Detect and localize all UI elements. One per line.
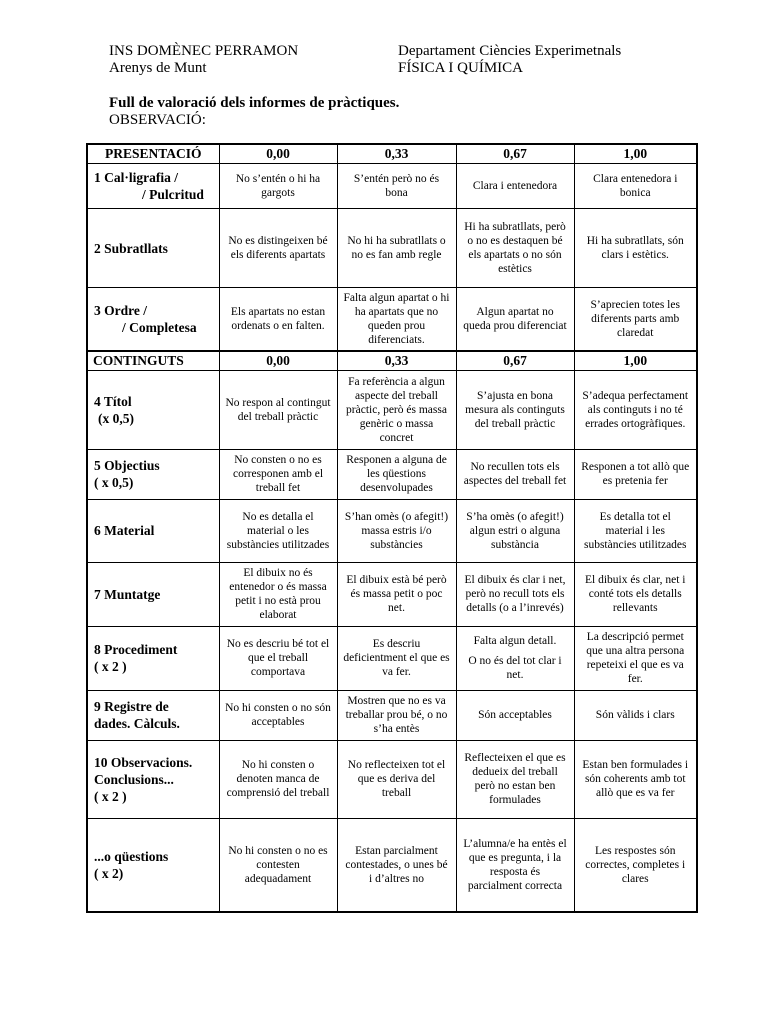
rubric-cell: Estan ben formulades i són coherents amb tot allò que es va fer: [574, 740, 697, 818]
rubric-cell: No es detalla el material o les substàncies utilitzades: [219, 499, 337, 562]
rubric-cell: S’ha omès (o afegit!) algun estri o alguna substància: [456, 499, 574, 562]
rubric-cell: Hi ha subratllats, són clars i estètics.: [574, 209, 697, 288]
rubric-cell: L’alumna/e ha entès el que es pregunta, i la resposta és parcialment correcta: [456, 818, 574, 912]
criterion-label: 5 Objectius ( x 0,5): [87, 449, 219, 499]
header-department-block: [398, 43, 621, 77]
score-header: 1,00: [574, 144, 697, 164]
criterion-label: 1 Cal·ligrafia / / Pulcritud: [87, 164, 219, 209]
rubric-cell: No s’entén o hi ha gargots: [219, 164, 337, 209]
rubric-cell: Reflecteixen el que es dedueix del treball però no estan ben formulades: [456, 740, 574, 818]
criterion-label: 8 Procediment ( x 2 ): [87, 626, 219, 690]
rubric-cell: Mostren que no es va treballar prou bé, o no s’ha entès: [337, 690, 456, 740]
rubric-cell: Hi ha subratllats, però o no es destaquen bé els apartats o no són estètics: [456, 209, 574, 288]
rubric-cell: No es descriu bé tot el que el treball comportava: [219, 626, 337, 690]
presentation-header-row: [87, 144, 697, 164]
rubric-cell: Responen a tot allò que es pretenia fer: [574, 449, 697, 499]
score-header: 0,00: [219, 351, 337, 371]
contents-heading: CONTINGUTS: [87, 351, 219, 371]
rubric-row: [87, 499, 697, 562]
rubric-cell: S’entén però no és bona: [337, 164, 456, 209]
rubric-cell: El dibuix està bé però és massa petit o poc net.: [337, 562, 456, 626]
presentation-heading: PRESENTACIÓ: [87, 144, 219, 164]
rubric-cell: S’aprecien totes les diferents parts amb claredat: [574, 288, 697, 351]
rubric-cell: Es descriu deficientment el que es va fer.: [337, 626, 456, 690]
rubric-cell: Clara entenedora i bonica: [574, 164, 697, 209]
rubric-cell: No hi consten o no són acceptables: [219, 690, 337, 740]
header-school-block: [109, 43, 298, 77]
criterion-label: 2 Subratllats: [87, 209, 219, 288]
rubric-table: [86, 143, 698, 913]
school-name: INS DOMÈNEC PERRAMON: [109, 43, 299, 59]
rubric-row: [87, 740, 697, 818]
rubric-cell: No consten o no es corresponen amb el treball fet: [219, 449, 337, 499]
rubric-cell: S’ajusta en bona mesura als continguts del treball pràctic: [456, 370, 574, 449]
rubric-cell: La descripció permet que una altra persona repeteixi el que es va fer.: [574, 626, 697, 690]
rubric-cell: El dibuix no és entenedor o és massa petit i no està prou elaborat: [219, 562, 337, 626]
rubric-row: [87, 562, 697, 626]
rubric-row: [87, 690, 697, 740]
criterion-label: ...o qüestions ( x 2): [87, 818, 219, 912]
rubric-cell: No recullen tots els aspectes del treball fet: [456, 449, 574, 499]
rubric-row: [87, 164, 697, 209]
document-title: Full de valoració dels informes de pràctiques.: [109, 95, 400, 111]
rubric-cell: El dibuix és clar i net, però no recull tots els detalls (o a l’inrevés): [456, 562, 574, 626]
score-header: 0,00: [219, 144, 337, 164]
rubric-row: [87, 209, 697, 288]
criterion-label: 10 Observacions. Conclusions... ( x 2 ): [87, 740, 219, 818]
rubric-cell: Estan parcialment contestades, o unes bé i d’altres no: [337, 818, 456, 912]
criterion-label: 4 Títol (x 0,5): [87, 370, 219, 449]
rubric-cell: Algun apartat no queda prou diferenciat: [456, 288, 574, 351]
rubric-cell: S’han omès (o afegit!) massa estris i/o substàncies: [337, 499, 456, 562]
document-intro: [109, 95, 399, 129]
rubric-row: [87, 449, 697, 499]
rubric-cell: Falta algun detall. O no és del tot clar i net.: [456, 626, 574, 690]
department-name: Departament Ciències Experimetnals: [398, 43, 622, 59]
rubric-cell: Els apartats no estan ordenats o en falten.: [219, 288, 337, 351]
score-header: 0,33: [337, 144, 456, 164]
score-header: 0,67: [456, 144, 574, 164]
contents-header-row: [87, 351, 697, 371]
rubric-row: [87, 818, 697, 912]
rubric-cell: Clara i entenedora: [456, 164, 574, 209]
rubric-cell: Falta algun apartat o hi ha apartats que no queden prou diferenciats.: [337, 288, 456, 351]
observation-label: OBSERVACIÓ:: [109, 112, 206, 128]
subject-name: FÍSICA I QUÍMICA: [398, 60, 524, 76]
rubric-cell: No hi consten o no es contesten adequadament: [219, 818, 337, 912]
rubric-cell: No hi consten o denoten manca de comprensió del treball: [219, 740, 337, 818]
score-header: 1,00: [574, 351, 697, 371]
score-header: 0,67: [456, 351, 574, 371]
criterion-label: 9 Registre de dades. Càlculs.: [87, 690, 219, 740]
rubric-cell: No es distingeixen bé els diferents apartats: [219, 209, 337, 288]
school-town: Arenys de Munt: [109, 60, 207, 76]
criterion-label: 3 Ordre / / Completesa: [87, 288, 219, 351]
criterion-label: 7 Muntatge: [87, 562, 219, 626]
criterion-label: 6 Material: [87, 499, 219, 562]
rubric-row: [87, 370, 697, 449]
rubric-cell: Fa referència a algun aspecte del treball pràctic, però és massa genèric o massa concret: [337, 370, 456, 449]
rubric-cell: No reflecteixen tot el que es deriva del treball: [337, 740, 456, 818]
rubric-row: [87, 288, 697, 351]
rubric-cell: S’adequa perfectament als continguts i no té errades ortogràfiques.: [574, 370, 697, 449]
rubric-cell: Responen a alguna de les qüestions desenvolupades: [337, 449, 456, 499]
rubric-cell: El dibuix és clar, net i conté tots els detalls rellevants: [574, 562, 697, 626]
rubric-cell: Es detalla tot el material i les substàncies utilitzades: [574, 499, 697, 562]
rubric-cell: No hi ha subratllats o no es fan amb regle: [337, 209, 456, 288]
score-header: 0,33: [337, 351, 456, 371]
rubric-row: [87, 626, 697, 690]
rubric-cell: Són acceptables: [456, 690, 574, 740]
rubric-cell: No respon al contingut del treball pràctic: [219, 370, 337, 449]
rubric-cell: Les respostes són correctes, completes i clares: [574, 818, 697, 912]
rubric-cell: Són vàlids i clars: [574, 690, 697, 740]
